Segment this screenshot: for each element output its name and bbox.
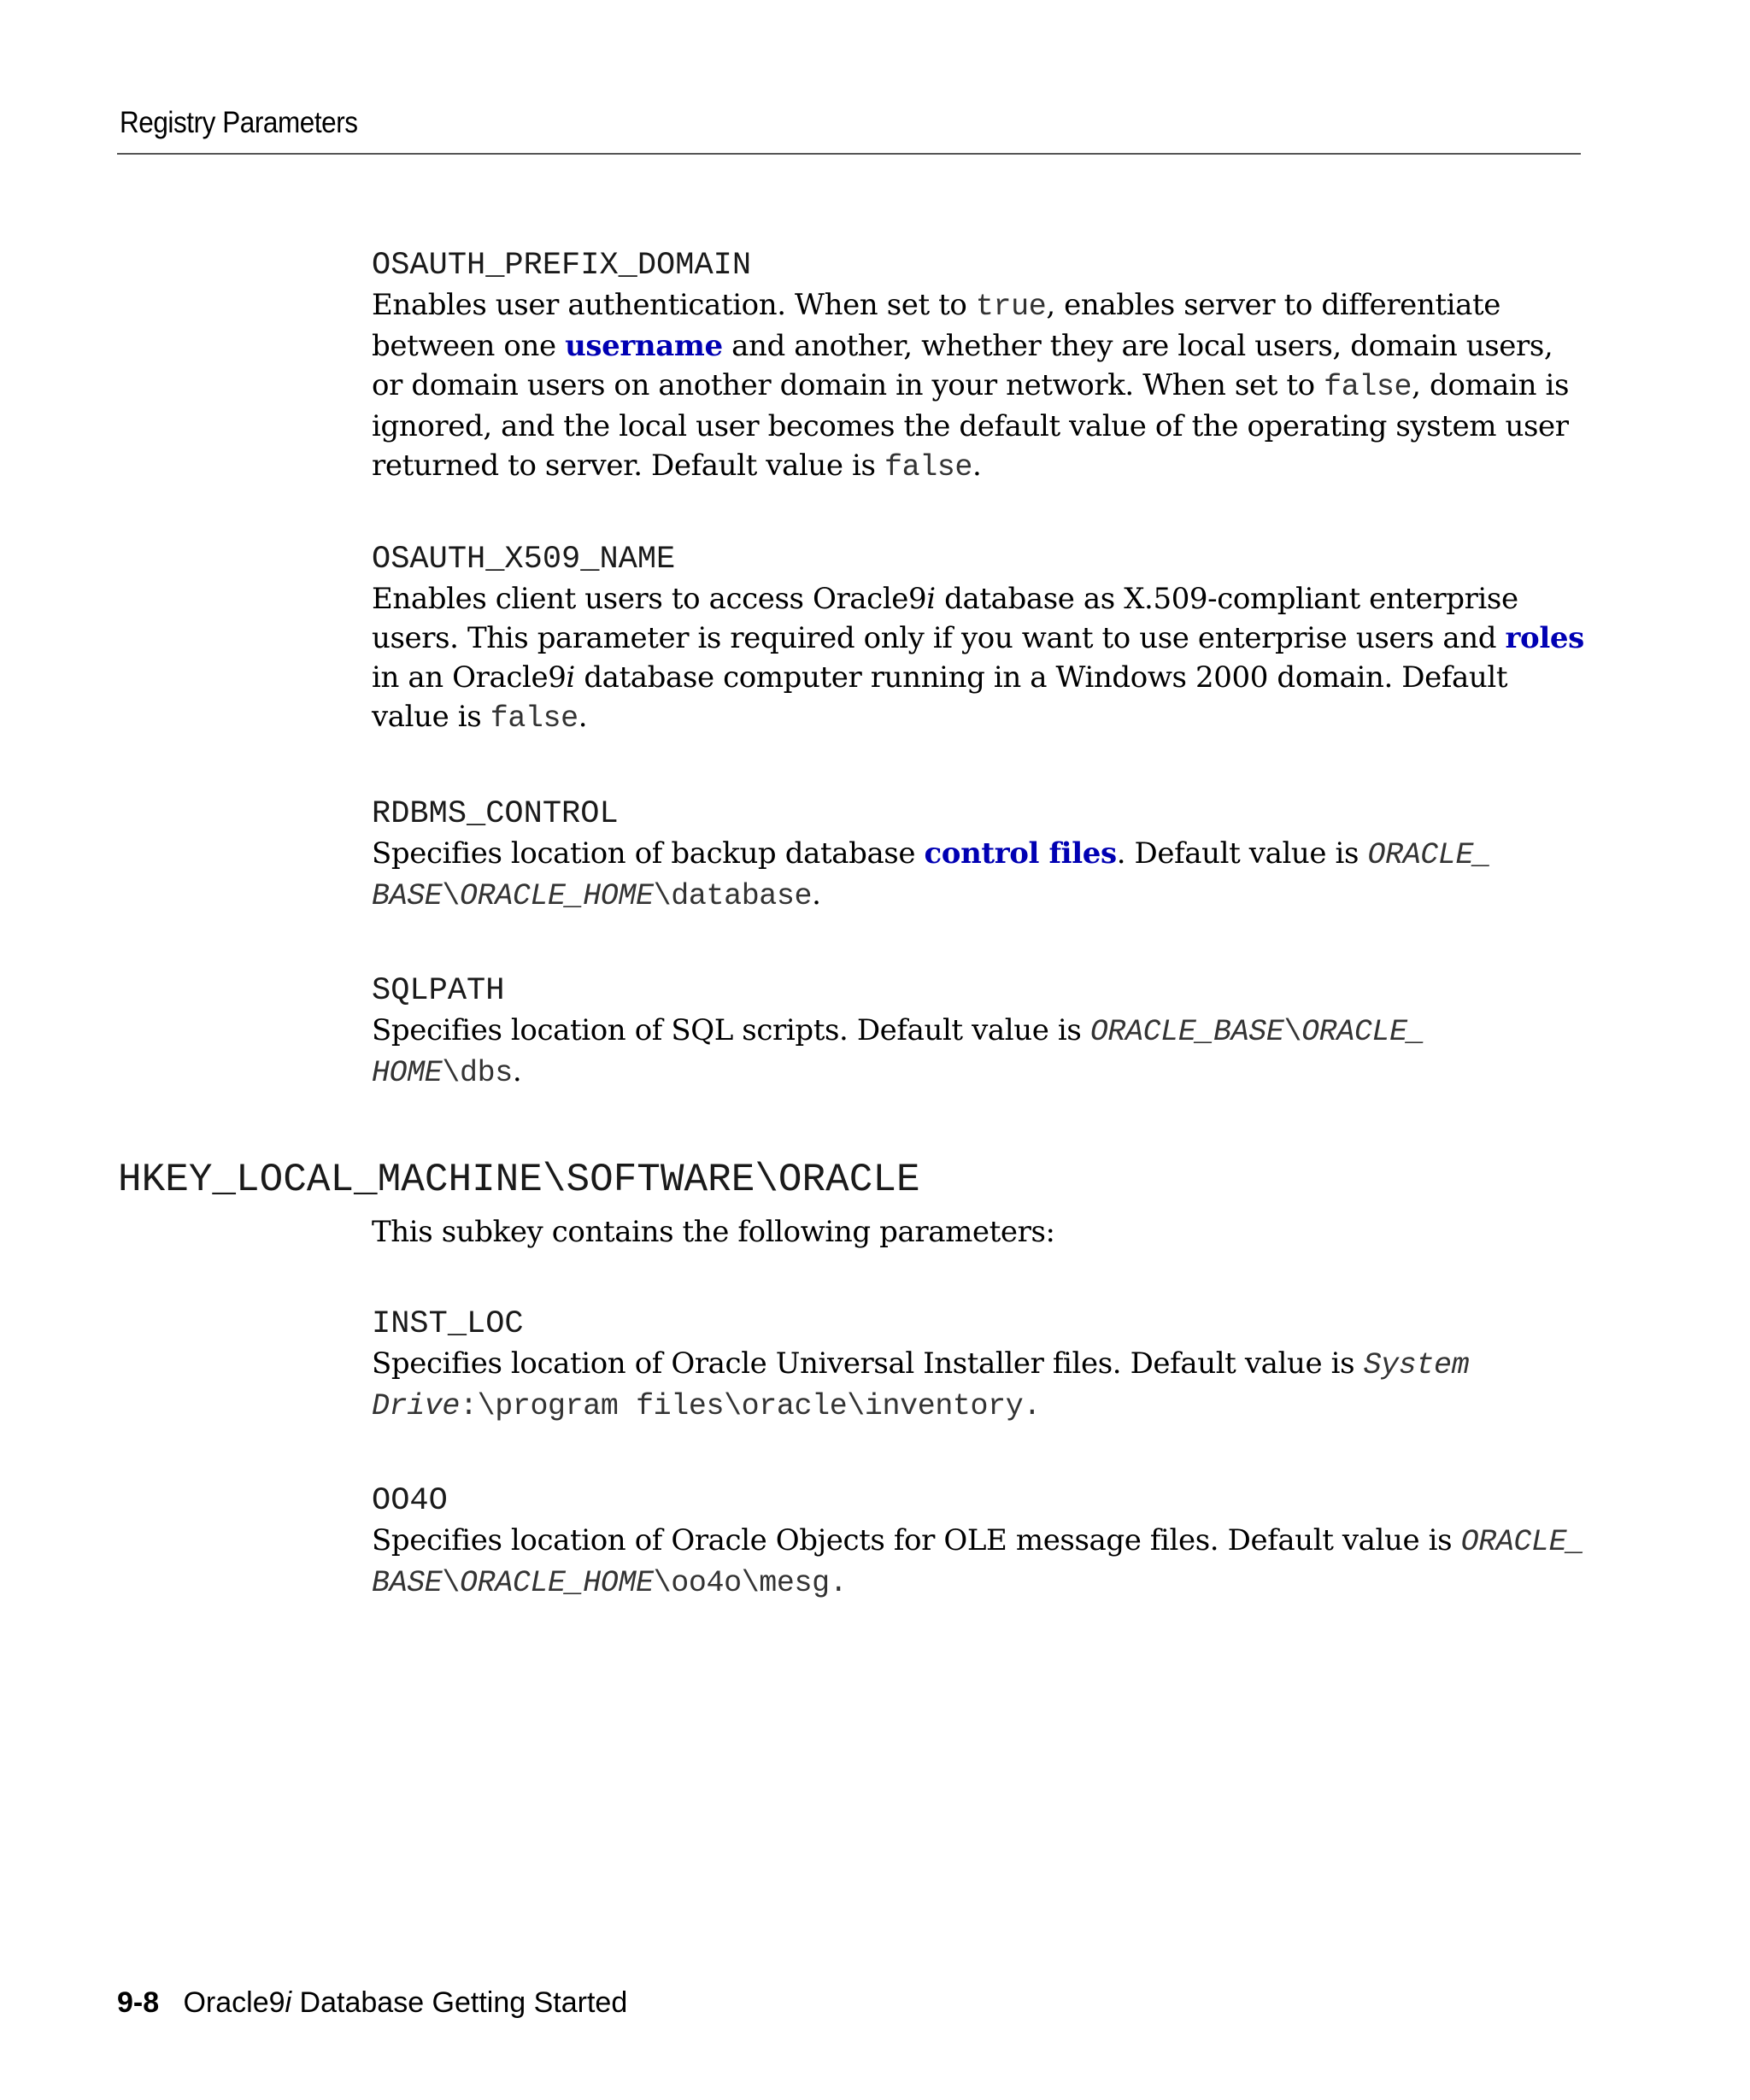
param-name: OO4O bbox=[372, 1483, 448, 1519]
code-value: \ bbox=[442, 1566, 461, 1600]
desc-text: , enables server to differentiate between one bbox=[372, 288, 1500, 363]
param-description bbox=[372, 579, 1585, 738]
code-value: false bbox=[490, 701, 578, 736]
param-name: RDBMS_CONTROL bbox=[372, 796, 619, 832]
desc-text: Specifies location of Oracle Objects for OLE message files. Default value is bbox=[372, 1523, 1461, 1557]
path-variable: Drive bbox=[372, 1389, 461, 1423]
code-value: \ bbox=[1283, 1015, 1302, 1049]
desc-text: in an Oracle9 bbox=[372, 660, 567, 695]
param-name: SQLPATH bbox=[372, 973, 505, 1009]
desc-text: and another, whether they are local users, domain users, or domain users on another domain in your network. When set to bbox=[372, 329, 1553, 402]
param-sqlpath bbox=[372, 971, 1585, 1093]
param-description bbox=[372, 285, 1585, 487]
book-title bbox=[183, 1986, 627, 2019]
book-title-prefix: Oracle9 bbox=[183, 1986, 285, 2019]
path-variable: BASE bbox=[372, 879, 443, 913]
desc-text: . bbox=[578, 700, 588, 734]
section-intro: This subkey contains the following parameters: bbox=[372, 1215, 1055, 1249]
code-value: \oo4o\mesg. bbox=[653, 1566, 848, 1600]
path-variable: ORACLE_HOME bbox=[460, 879, 654, 913]
path-variable: HOME bbox=[372, 1056, 443, 1090]
code-value: false bbox=[1324, 370, 1412, 404]
code-value: \database bbox=[653, 879, 813, 913]
desc-text: . bbox=[812, 877, 821, 912]
param-description bbox=[372, 1344, 1585, 1426]
page-footer bbox=[117, 1984, 627, 2021]
param-name: OSAUTH_X509_NAME bbox=[372, 542, 676, 578]
param-osauth-x509-name bbox=[372, 540, 1585, 738]
param-osauth-prefix-domain bbox=[372, 246, 1585, 487]
desc-text: Enables client users to access Oracle9 bbox=[372, 582, 927, 616]
path-variable: System bbox=[1363, 1348, 1470, 1382]
path-variable: BASE bbox=[372, 1566, 443, 1600]
desc-text: Enables user authentication. When set to bbox=[372, 288, 976, 322]
book-title-italic: i bbox=[285, 1986, 292, 2019]
page-number: 9-8 bbox=[117, 1986, 160, 2019]
registry-key-heading: HKEY_LOCAL_MACHINE\SOFTWARE\ORACLE bbox=[118, 1158, 920, 1202]
param-inst-loc bbox=[372, 1305, 1585, 1426]
desc-text: database as X.509-compliant enterprise users. This parameter is required only if you want to use enterprise users and bbox=[372, 582, 1518, 655]
code-value: :\program files\oracle\inventory. bbox=[460, 1389, 1041, 1423]
desc-text: . bbox=[512, 1054, 522, 1088]
glossary-link-control-files[interactable]: control files bbox=[924, 836, 1117, 871]
running-header-title: Registry Parameters bbox=[120, 106, 358, 139]
desc-italic: i bbox=[926, 582, 936, 616]
desc-italic: i bbox=[566, 660, 575, 695]
desc-text: , domain is ignored, and the local user becomes the default value of the operating system user returned to server. Default value is bbox=[372, 368, 1570, 483]
path-variable: ORACLE_BASE bbox=[1089, 1015, 1284, 1049]
code-value: \dbs bbox=[442, 1056, 513, 1090]
param-description bbox=[372, 1011, 1585, 1093]
glossary-link-username[interactable]: username bbox=[565, 329, 723, 363]
code-value: false bbox=[884, 450, 973, 484]
glossary-link-roles[interactable]: roles bbox=[1505, 621, 1584, 655]
param-name: INST_LOC bbox=[372, 1306, 524, 1342]
header-rule bbox=[117, 153, 1581, 155]
param-description bbox=[372, 1521, 1585, 1603]
param-rdbms-control bbox=[372, 795, 1585, 916]
desc-text: . Default value is bbox=[1116, 836, 1368, 871]
book-title-suffix: Database Getting Started bbox=[291, 1986, 628, 2019]
desc-text: . bbox=[972, 449, 982, 483]
path-variable: ORACLE_ bbox=[1460, 1525, 1584, 1559]
desc-text: database computer running in a Windows 2000 domain. Default value is bbox=[372, 660, 1508, 734]
code-value: \ bbox=[442, 879, 461, 913]
path-variable: ORACLE_ bbox=[1367, 838, 1491, 872]
desc-text: Specifies location of SQL scripts. Default value is bbox=[372, 1013, 1090, 1047]
desc-text: Specifies location of Oracle Universal Installer files. Default value is bbox=[372, 1346, 1364, 1381]
param-description bbox=[372, 834, 1585, 916]
desc-text: Specifies location of backup database bbox=[372, 836, 925, 871]
code-value: true bbox=[975, 290, 1047, 324]
path-variable: ORACLE_ bbox=[1301, 1015, 1425, 1049]
path-variable: ORACLE_HOME bbox=[460, 1566, 654, 1600]
param-oo4o bbox=[372, 1481, 1585, 1603]
param-name: OSAUTH_PREFIX_DOMAIN bbox=[372, 248, 752, 284]
